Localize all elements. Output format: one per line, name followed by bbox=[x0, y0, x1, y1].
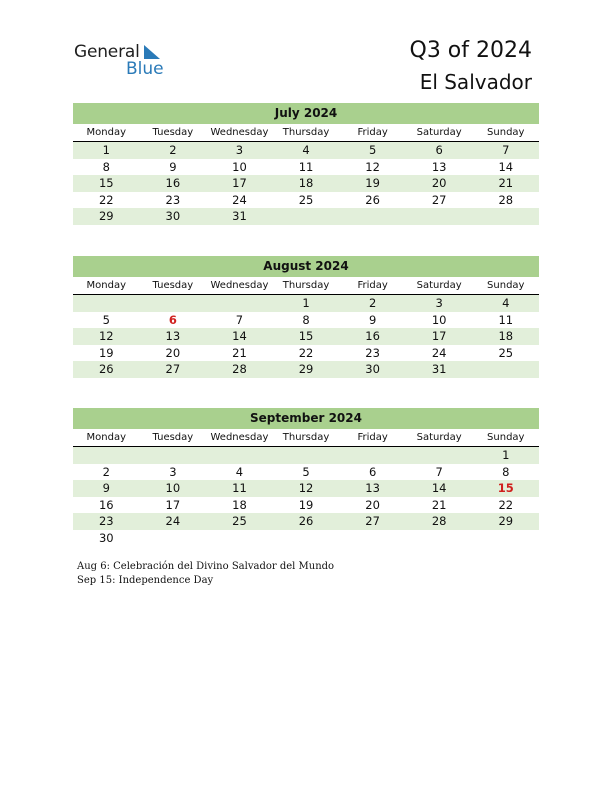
day-cell: 22 bbox=[498, 497, 514, 512]
country-name: El Salvador bbox=[419, 70, 532, 94]
day-cell bbox=[140, 447, 207, 464]
logo-blue-text: Blue bbox=[126, 59, 164, 79]
day-cell: 4 bbox=[302, 143, 310, 157]
day-cell: 5 bbox=[302, 464, 310, 479]
week-row bbox=[73, 345, 539, 362]
weekday-header-row bbox=[73, 124, 539, 142]
day-cell: 22 bbox=[98, 192, 114, 207]
day-cell: 25 bbox=[232, 514, 247, 528]
day-cell: 21 bbox=[498, 176, 514, 190]
day-cell bbox=[140, 295, 207, 312]
week-row bbox=[73, 295, 539, 312]
day-cell: 27 bbox=[165, 362, 181, 376]
day-cell: 11 bbox=[232, 481, 247, 495]
day-cell: 30 bbox=[365, 362, 380, 376]
weekday-label: Friday bbox=[357, 280, 388, 291]
day-cell: 3 bbox=[169, 464, 177, 479]
day-cell bbox=[472, 361, 539, 378]
weekday-label: Wednesday bbox=[210, 127, 269, 138]
day-cell bbox=[339, 208, 406, 225]
weekday-label: Friday bbox=[357, 127, 388, 138]
day-cell: 19 bbox=[98, 345, 114, 360]
week-row bbox=[73, 208, 539, 225]
day-cell: 14 bbox=[431, 481, 447, 495]
weekday-label: Wednesday bbox=[210, 280, 269, 291]
day-cell: 24 bbox=[232, 192, 247, 207]
holiday-note: Sep 15: Independence Day bbox=[77, 574, 214, 586]
week-row bbox=[73, 328, 539, 345]
weekday-label: Monday bbox=[86, 280, 127, 291]
day-cell: 6 bbox=[435, 143, 443, 157]
day-cell: 20 bbox=[365, 497, 380, 512]
day-cell: 30 bbox=[165, 209, 181, 223]
week-row bbox=[73, 192, 539, 209]
day-cell: 8 bbox=[502, 464, 510, 479]
day-cell: 12 bbox=[98, 329, 114, 343]
generalblue-logo bbox=[74, 42, 174, 82]
day-cell bbox=[273, 208, 340, 225]
day-cell: 27 bbox=[365, 514, 380, 528]
day-cell: 29 bbox=[298, 362, 314, 376]
holiday-note: Aug 6: Celebración del Divino Salvador del Mundo bbox=[77, 561, 335, 572]
day-cell: 24 bbox=[165, 514, 181, 528]
day-cell: 28 bbox=[498, 192, 514, 207]
day-cell: 5 bbox=[368, 143, 377, 157]
weekday-label: Tuesday bbox=[152, 280, 194, 291]
day-cell: 8 bbox=[302, 312, 310, 327]
day-cell: 5 bbox=[102, 312, 110, 327]
day-cell: 30 bbox=[98, 530, 114, 545]
day-cell: 7 bbox=[235, 312, 244, 327]
day-cell: 26 bbox=[365, 192, 380, 207]
month-title: July 2024 bbox=[73, 103, 539, 124]
day-cell bbox=[73, 447, 140, 464]
day-cell: 2 bbox=[169, 143, 177, 157]
day-cell: 31 bbox=[431, 362, 447, 376]
day-cell bbox=[406, 208, 473, 225]
day-cell: 17 bbox=[165, 497, 181, 512]
day-cell: 2 bbox=[368, 296, 377, 310]
day-cell: 16 bbox=[165, 176, 181, 190]
day-cell: 29 bbox=[498, 514, 514, 528]
day-cell: 23 bbox=[165, 192, 181, 207]
day-cell: 9 bbox=[102, 481, 110, 495]
week-row bbox=[73, 513, 539, 530]
day-cell: 23 bbox=[365, 345, 380, 360]
day-cell: 10 bbox=[431, 312, 447, 327]
logo-flag-icon bbox=[142, 44, 162, 60]
holiday-notes bbox=[77, 560, 334, 587]
week-row bbox=[73, 142, 539, 159]
weekday-label: Tuesday bbox=[152, 127, 194, 138]
day-cell bbox=[406, 530, 473, 547]
holiday-day-cell: 15 bbox=[497, 481, 514, 495]
weekday-label: Sunday bbox=[487, 127, 525, 138]
day-cell: 14 bbox=[498, 159, 514, 174]
day-cell: 12 bbox=[365, 159, 380, 174]
day-cell bbox=[206, 530, 273, 547]
day-cell: 4 bbox=[235, 464, 244, 479]
day-cell: 3 bbox=[235, 143, 244, 157]
day-cell: 28 bbox=[431, 514, 447, 528]
day-cell: 11 bbox=[498, 312, 514, 327]
day-cell: 11 bbox=[298, 159, 314, 174]
day-cell bbox=[339, 530, 406, 547]
day-cell: 31 bbox=[232, 209, 247, 223]
day-cell: 26 bbox=[298, 514, 314, 528]
day-cell bbox=[273, 530, 340, 547]
day-cell bbox=[406, 447, 473, 464]
day-cell: 10 bbox=[165, 481, 181, 495]
holiday-day-cell: 6 bbox=[168, 312, 177, 327]
day-cell: 29 bbox=[98, 209, 114, 223]
weekday-label: Thursday bbox=[282, 432, 330, 443]
day-cell: 9 bbox=[368, 312, 377, 327]
day-cell bbox=[140, 530, 207, 547]
weekday-label: Thursday bbox=[282, 127, 330, 138]
day-cell bbox=[339, 447, 406, 464]
day-cell: 13 bbox=[365, 481, 380, 495]
weekday-label: Saturday bbox=[416, 280, 462, 291]
month-calendar-july bbox=[73, 103, 539, 225]
day-cell: 20 bbox=[431, 176, 447, 190]
day-cell: 22 bbox=[298, 345, 314, 360]
day-cell bbox=[273, 447, 340, 464]
day-cell: 7 bbox=[502, 143, 510, 157]
day-cell: 25 bbox=[298, 192, 314, 207]
weekday-label: Saturday bbox=[416, 432, 462, 443]
day-cell: 24 bbox=[431, 345, 447, 360]
weekday-header-row bbox=[73, 277, 539, 295]
weekday-header-row bbox=[73, 429, 539, 447]
weekday-label: Monday bbox=[86, 432, 127, 443]
day-cell: 9 bbox=[169, 159, 177, 174]
day-cell: 28 bbox=[232, 362, 247, 376]
day-cell: 17 bbox=[232, 176, 247, 190]
day-cell: 27 bbox=[431, 192, 447, 207]
day-cell: 3 bbox=[435, 296, 443, 310]
month-title: August 2024 bbox=[73, 256, 539, 277]
week-row bbox=[73, 447, 539, 464]
day-cell bbox=[73, 295, 140, 312]
day-cell: 15 bbox=[298, 329, 314, 343]
month-calendar-august bbox=[73, 256, 539, 378]
week-row bbox=[73, 312, 539, 329]
day-cell: 12 bbox=[298, 481, 314, 495]
day-cell bbox=[206, 447, 273, 464]
week-row bbox=[73, 530, 539, 547]
day-cell: 14 bbox=[232, 329, 247, 343]
month-calendar-september bbox=[73, 408, 539, 546]
day-cell: 18 bbox=[232, 497, 247, 512]
weekday-label: Saturday bbox=[416, 127, 462, 138]
day-cell: 19 bbox=[298, 497, 314, 512]
week-row bbox=[73, 497, 539, 514]
day-cell bbox=[472, 208, 539, 225]
day-cell: 16 bbox=[365, 329, 380, 343]
week-row bbox=[73, 159, 539, 176]
day-cell: 10 bbox=[232, 159, 247, 174]
day-cell bbox=[472, 530, 539, 547]
day-cell: 1 bbox=[502, 448, 510, 462]
weekday-label: Tuesday bbox=[152, 432, 194, 443]
day-cell: 21 bbox=[431, 497, 447, 512]
logo-general-text: General bbox=[74, 42, 140, 62]
week-row bbox=[73, 361, 539, 378]
day-cell: 19 bbox=[365, 176, 380, 190]
week-row bbox=[73, 464, 539, 481]
day-cell: 1 bbox=[102, 143, 110, 157]
month-title: September 2024 bbox=[73, 408, 539, 429]
day-cell: 1 bbox=[302, 296, 310, 310]
day-cell: 18 bbox=[498, 329, 514, 343]
day-cell bbox=[206, 295, 273, 312]
day-cell: 6 bbox=[368, 464, 377, 479]
day-cell: 25 bbox=[498, 345, 514, 360]
page-title: Q3 of 2024 bbox=[409, 38, 532, 63]
weekday-label: Friday bbox=[357, 432, 388, 443]
day-cell: 23 bbox=[98, 514, 114, 528]
day-cell: 15 bbox=[98, 176, 114, 190]
day-cell: 20 bbox=[165, 345, 181, 360]
day-cell: 16 bbox=[98, 497, 114, 512]
day-cell: 17 bbox=[431, 329, 447, 343]
day-cell: 26 bbox=[98, 362, 114, 376]
day-cell: 8 bbox=[102, 159, 110, 174]
week-row bbox=[73, 480, 539, 497]
week-row bbox=[73, 175, 539, 192]
day-cell: 13 bbox=[431, 159, 447, 174]
day-cell: 7 bbox=[435, 464, 443, 479]
weekday-label: Thursday bbox=[282, 280, 330, 291]
weekday-label: Sunday bbox=[487, 280, 525, 291]
weekday-label: Wednesday bbox=[210, 432, 269, 443]
weekday-label: Sunday bbox=[487, 432, 525, 443]
day-cell: 2 bbox=[102, 464, 110, 479]
day-cell: 21 bbox=[232, 345, 247, 360]
weekday-label: Monday bbox=[86, 127, 127, 138]
day-cell: 13 bbox=[165, 329, 181, 343]
day-cell: 4 bbox=[502, 296, 510, 310]
day-cell: 18 bbox=[298, 176, 314, 190]
